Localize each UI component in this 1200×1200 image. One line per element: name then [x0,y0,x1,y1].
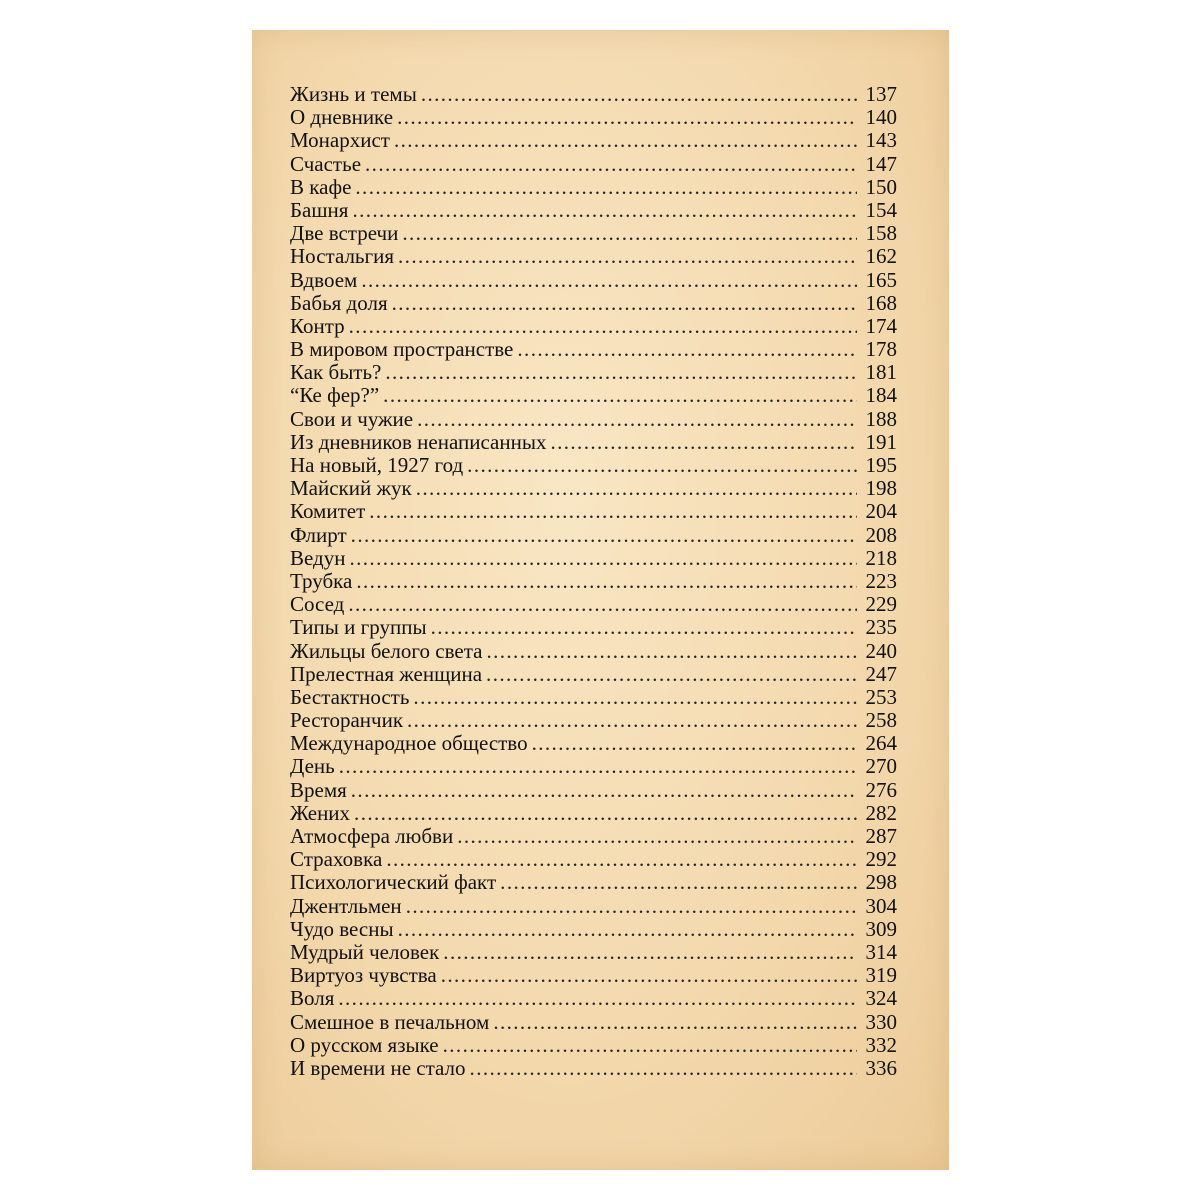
toc-entry-page-number: 208 [865,522,897,547]
dot-leader [397,106,857,129]
toc-entry-title: Вдвоем [290,267,358,292]
toc-entry [290,802,897,825]
toc-entry-page-number: 282 [865,800,897,825]
toc-entry-page-number: 264 [865,731,897,756]
toc-entry-page-number: 258 [865,708,897,733]
toc-entry [290,431,897,454]
toc-entry [290,709,897,732]
toc-entry-title: В кафе [290,174,352,199]
dot-leader [352,199,857,222]
toc-entry-title: Атмосфера любви [290,824,454,848]
toc-entry-page-number: 204 [865,499,897,524]
toc-entry-page-number: 223 [865,568,897,593]
toc-entry-title: Ностальгия [290,244,395,269]
toc-entry-title: “Ке фер?” [290,383,380,408]
toc-entry [290,338,897,361]
toc-entry [290,755,897,778]
toc-entry-page-number: 147 [865,151,897,176]
dot-leader [351,524,857,547]
toc-entry-page-number: 336 [865,1055,897,1080]
toc-entry-page-number: 229 [865,592,897,617]
dot-leader [413,686,857,709]
toc-entry-page-number: 191 [865,429,897,454]
dot-leader [402,222,857,245]
toc-entry-title: О дневнике [290,105,394,130]
toc-entry [290,779,897,802]
toc-entry-title: Две встречи [290,221,399,246]
toc-entry [290,454,897,477]
toc-entry [290,732,897,755]
toc-entry-page-number: 314 [865,939,897,964]
toc-entry-page-number: 181 [865,360,897,385]
dot-leader [361,269,857,292]
toc-entry-title: Жизнь и темы [290,82,417,106]
toc-entry-page-number: 198 [865,476,897,501]
dot-leader [407,709,857,732]
toc-entry [290,315,897,338]
dot-leader [441,964,857,987]
toc-entry-page-number: 253 [865,684,897,709]
toc-entry-page-number: 154 [865,197,897,222]
toc-entry-title: Из дневников ненаписанных [290,429,547,454]
dot-leader [339,755,857,778]
toc-entry [290,292,897,315]
toc-entry-page-number: 150 [865,174,897,199]
toc-entry-page-number: 168 [865,290,897,315]
toc-entry [290,871,897,894]
toc-entry [290,384,897,407]
dot-leader [500,871,857,894]
toc-entry [290,245,897,268]
toc-entry-page-number: 276 [865,777,897,802]
toc-entry-page-number: 330 [865,1009,897,1034]
toc-entry-title: Психологический факт [290,870,497,895]
toc-entry-title: Страховка [290,847,383,872]
dot-leader [338,987,857,1010]
toc-entry-title: Как быть? [290,360,382,385]
dot-leader [349,315,857,338]
toc-entry-page-number: 247 [865,661,897,686]
toc-entry [290,1034,897,1057]
toc-entry-page-number: 158 [865,221,897,246]
toc-entry [290,477,897,500]
toc-entry-page-number: 324 [865,986,897,1011]
toc-entry-page-number: 195 [865,453,897,477]
dot-leader [394,129,857,152]
toc-entry [290,222,897,245]
dot-leader [443,941,857,964]
toc-entry-title: Чудо весны [290,916,394,941]
toc-entry [290,570,897,593]
dot-leader [354,802,857,825]
toc-entry-page-number: 287 [865,824,897,848]
toc-entry-page-number: 319 [865,963,897,988]
toc-entry-title: Свои и чужие [290,406,414,431]
table-of-contents [290,83,897,1080]
dot-leader [348,593,857,616]
dot-leader [369,500,857,523]
toc-entry-page-number: 298 [865,870,897,895]
dot-leader [443,1034,857,1057]
toc-entry-page-number: 188 [865,406,897,431]
dot-leader [457,825,857,848]
toc-entry-title: Мудрый человек [290,939,440,964]
toc-entry [290,964,897,987]
toc-entry [290,361,897,384]
toc-entry-title: Башня [290,197,349,222]
toc-entry-title: Воля [290,986,335,1011]
toc-entry-title: Время [290,777,347,802]
toc-entry-title: Бестактность [290,684,410,709]
toc-entry-title: Комитет [290,499,366,524]
toc-entry [290,1057,897,1080]
toc-entry-page-number: 218 [865,545,897,570]
toc-entry [290,987,897,1010]
toc-entry [290,848,897,871]
toc-entry [290,1011,897,1034]
dot-leader [392,292,857,315]
toc-entry-page-number: 270 [865,754,897,779]
toc-entry [290,199,897,222]
toc-entry-title: Международное общество [290,731,528,756]
toc-entry-title: Жильцы белого света [290,638,483,663]
toc-entry-title: В мировом пространстве [290,337,514,362]
toc-entry-page-number: 165 [865,267,897,292]
dot-leader [383,384,857,407]
dot-leader [493,1011,857,1034]
toc-entry-title: Ресторанчик [290,708,404,733]
dot-leader [365,153,857,176]
toc-entry-title: День [290,754,335,779]
toc-entry-page-number: 240 [865,638,897,663]
toc-entry [290,176,897,199]
dot-leader [386,848,857,871]
toc-entry [290,640,897,663]
toc-entry-title: Монархист [290,128,390,153]
toc-entry [290,408,897,431]
toc-entry-page-number: 162 [865,244,897,269]
toc-entry-page-number: 309 [865,916,897,941]
dot-leader [351,779,857,802]
toc-entry-title: Виртуоз чувства [290,963,437,988]
dot-leader [486,663,857,686]
toc-entry [290,918,897,941]
dot-leader [467,454,857,477]
toc-entry [290,524,897,547]
dot-leader [398,245,857,268]
toc-entry-page-number: 140 [865,105,897,130]
toc-entry [290,269,897,292]
toc-entry-title: О русском языке [290,1032,439,1057]
toc-entry-page-number: 137 [865,82,897,106]
dot-leader [349,547,857,570]
dot-leader [470,1057,857,1080]
dot-leader [532,732,857,755]
dot-leader [355,176,857,199]
toc-entry-title: На новый, 1927 год [290,453,464,477]
toc-entry [290,825,897,848]
dot-leader [486,640,857,663]
toc-entry [290,616,897,639]
dot-leader [406,895,857,918]
toc-entry-title: Трубка [290,568,353,593]
toc-entry-title: Прелестная женщина [290,661,483,686]
toc-entry-title: Контр [290,313,345,338]
toc-entry [290,686,897,709]
toc-entry-page-number: 143 [865,128,897,153]
toc-entry-title: И времени не стало [290,1055,466,1080]
toc-entry-title: Ведун [290,545,346,570]
toc-entry [290,500,897,523]
toc-entry [290,83,897,106]
toc-entry [290,547,897,570]
toc-entry-title: Счастье [290,151,362,176]
dot-leader [398,918,857,941]
dot-leader [431,616,857,639]
toc-entry [290,941,897,964]
toc-entry [290,129,897,152]
toc-entry-page-number: 184 [865,383,897,408]
toc-entry-page-number: 178 [865,337,897,362]
dot-leader [421,83,857,106]
toc-entry [290,663,897,686]
toc-entry-title: Жених [290,800,351,825]
dot-leader [550,431,857,454]
dot-leader [356,570,857,593]
toc-entry-title: Майский жук [290,476,412,501]
toc-entry-page-number: 235 [865,615,897,640]
toc-entry-title: Смешное в печальном [290,1009,490,1034]
toc-entry-title: Сосед [290,592,345,617]
toc-entry-title: Джентльмен [290,893,402,918]
dot-leader [517,338,857,361]
toc-entry-title: Флирт [290,522,347,547]
dot-leader [417,408,857,431]
toc-entry-title: Бабья доля [290,290,388,315]
toc-entry [290,153,897,176]
toc-entry [290,895,897,918]
toc-entry-page-number: 304 [865,893,897,918]
dot-leader [385,361,857,384]
toc-entry [290,593,897,616]
dot-leader [416,477,857,500]
toc-entry-page-number: 292 [865,847,897,872]
toc-entry-title: Типы и группы [290,615,427,640]
toc-entry-page-number: 174 [865,313,897,338]
toc-entry [290,106,897,129]
toc-entry-page-number: 332 [865,1032,897,1057]
